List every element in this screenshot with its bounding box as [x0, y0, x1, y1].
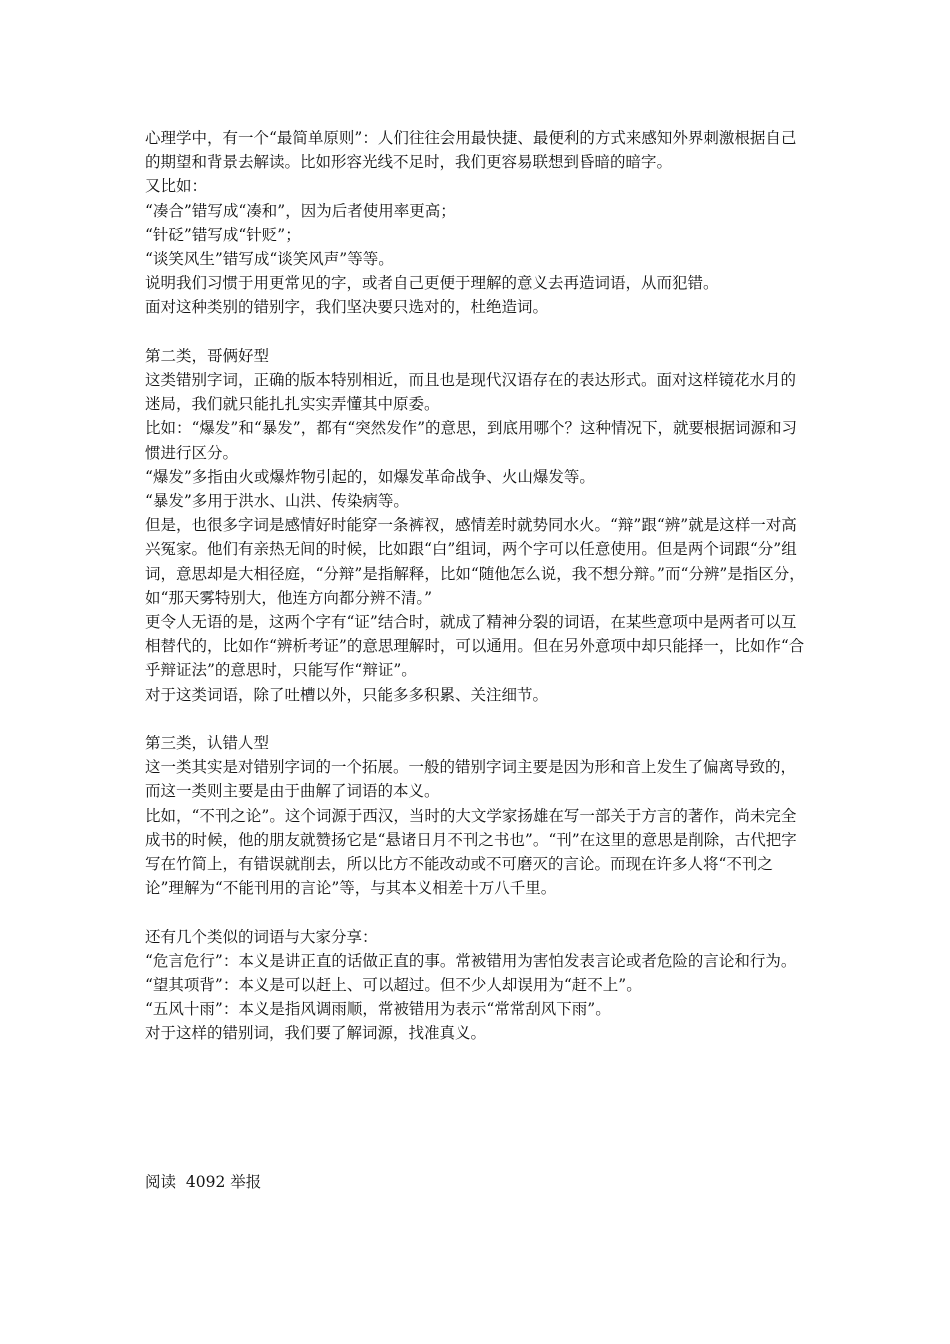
paragraph: 对于这样的错别词，我们要了解词源，找准真义。 — [145, 1024, 487, 1043]
paragraph: “凑合”错写成“凑和”，因为后者使用率更高； — [145, 201, 456, 220]
spacer — [145, 320, 810, 344]
paragraph: 更令人无语的是，这两个字有“证”结合时，就成了精神分裂的词语，在某些意项中是两者可以互相替代的，比如作“辨析考证”的意思理解时，可以通用。但在另外意项中却只能择一，比如作“合乎辩证法”的意思时，只能写作“辩证”。 — [145, 613, 805, 680]
paragraph: “暴发”多用于洪水、山洪、传染病等。 — [145, 492, 409, 511]
paragraph: “爆发”多指由火或爆炸物引起的，如爆发革命战争、火山爆发等。 — [145, 467, 595, 486]
paragraph: 又比如： — [145, 177, 208, 196]
paragraph: 这类错别字词，正确的版本特别相近，而且也是现代汉语存在的表达形式。面对这样镜花水月的迷局，我们就只能扎扎实实弄懂其中原委。 — [145, 371, 797, 414]
paragraph: 这一类其实是对错别字词的一个拓展。一般的错别字词主要是因为形和音上发生了偏离导致的，而这一类则主要是由于曲解了词语的本义。 — [145, 758, 797, 801]
paragraph: 心理学中，有一个“最简单原则”：人们往往会用最快捷、最便利的方式来感知外界刺激根据自己的期望和背景去解读。比如形容光线不足时，我们更容易联想到昏暗的暗字。 — [145, 129, 797, 172]
paragraph: 对于这类词语，除了吐槽以外，只能多多积累、关注细节。 — [145, 685, 549, 704]
paragraph: 比如：“爆发”和“暴发”，都有“突然发作”的意思，到底用哪个？这种情况下，就要根据词源和习惯进行区分。 — [145, 419, 798, 462]
article-body — [145, 126, 810, 1046]
read-count: 4092 — [185, 1173, 226, 1191]
read-label: 阅读 — [145, 1173, 177, 1191]
section-heading: 第二类，哥俩好型 — [145, 346, 270, 365]
section-heading: 第三类，认错人型 — [145, 734, 270, 753]
paragraph: 说明我们习惯于用更常见的字，或者自己更便于理解的意义去再造词语，从而犯错。 — [145, 274, 719, 293]
paragraph: “危言危行”：本义是讲正直的话做正直的事。常被错用为害怕发表言论或者危险的言论和行为。 — [145, 951, 797, 970]
spacer — [145, 707, 810, 731]
article-footer — [145, 1170, 261, 1192]
spacer — [145, 900, 810, 924]
report-link[interactable]: 举报 — [230, 1173, 262, 1191]
paragraph: “谈笑风生”错写成“谈笑风声”等等。 — [145, 250, 394, 269]
paragraph: 还有几个类似的词语与大家分享： — [145, 927, 378, 946]
paragraph: “五风十雨”：本义是指风调雨顺，常被错用为表示“常常刮风下雨”。 — [145, 1000, 611, 1019]
paragraph: “望其项背”：本义是可以赶上、可以超过。但不少人却误用为“赶不上”。 — [145, 976, 642, 995]
paragraph: 面对这种类别的错别字，我们坚决要只选对的，杜绝造词。 — [145, 298, 549, 317]
paragraph: 比如，“不刊之论”。这个词源于西汉，当时的大文学家扬雄在写一部关于方言的著作，尚未完全成书的时候，他的朋友就赞扬它是“悬诸日月不刊之书也”。“刊”在这里的意思是削除，古代把字写在竹简上，有错误就削去，所以比方不能改动或不可磨灭的言论。而现在许多人将“不刊之论”理解为“不能刊用的言论”等，与其本义相差十万八千里。 — [145, 806, 797, 898]
paragraph: 但是，也很多字词是感情好时能穿一条裤衩，感情差时就势同水火。“辩”跟“辨”就是这样一对高兴冤家。他们有亲热无间的时候，比如跟“白”组词，两个字可以任意使用。但是两个词跟“分”组词，意思却是大相径庭，“分辩”是指解释，比如“随他怎么说，我不想分辩。”而“分辨”是指区分，如“那天雾特别大，他连方向都分辨不清。” — [145, 516, 805, 607]
paragraph: “针砭”错写成“针贬”； — [145, 225, 301, 244]
